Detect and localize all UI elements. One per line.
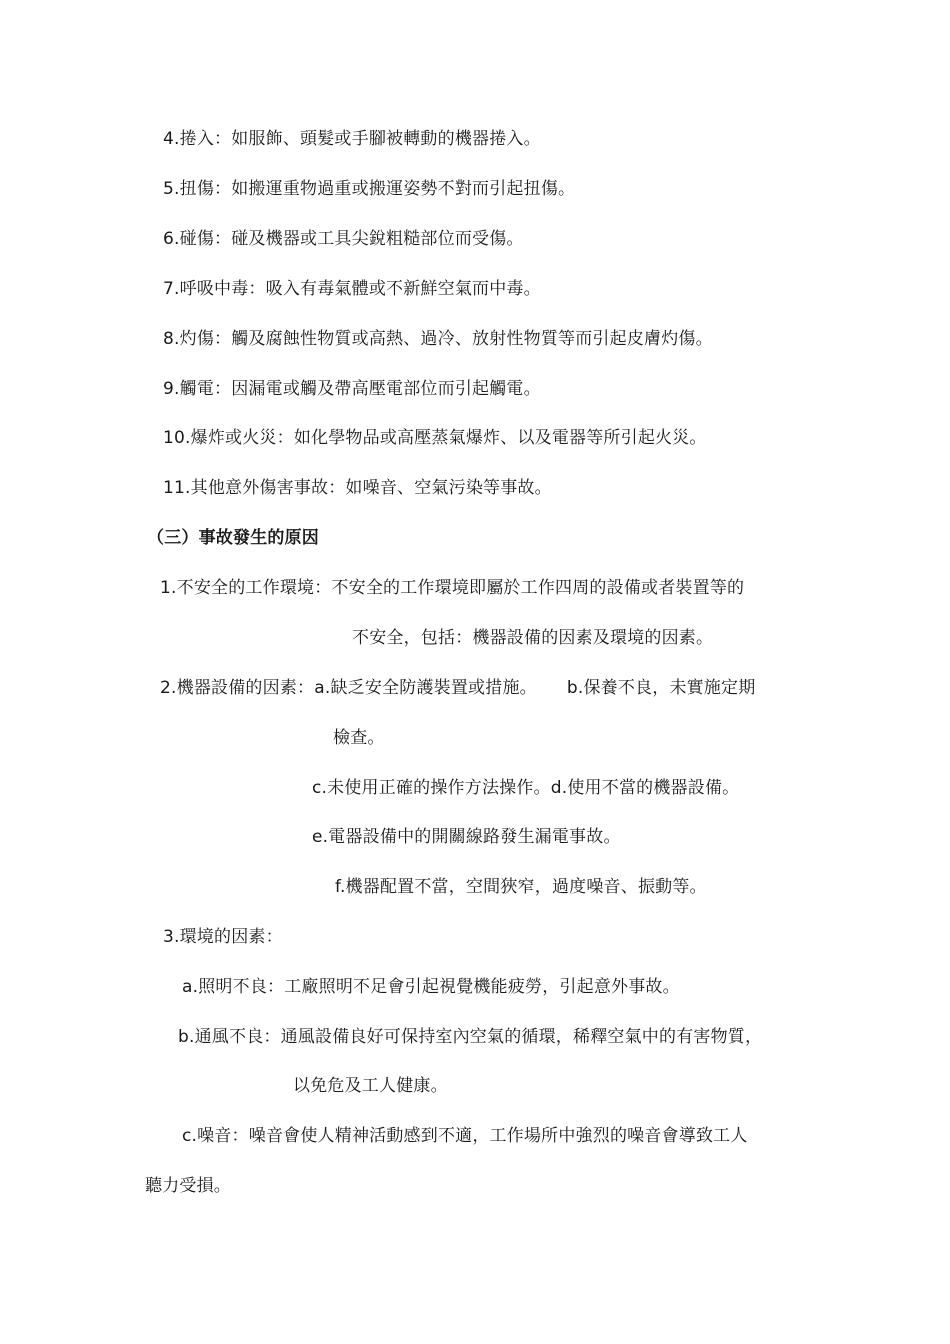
list-item-burn: 8.灼傷：觸及腐蝕性物質或高熱、過冷、放射性物質等而引起皮膚灼傷。 xyxy=(163,329,713,349)
cause-environment-factors: 3.環境的因素： xyxy=(163,927,283,947)
list-item-sprain: 5.扭傷：如搬運重物過重或搬運姿勢不對而引起扭傷。 xyxy=(163,179,576,199)
machine-factor-b-continued: 檢查。 xyxy=(333,728,385,748)
list-item-poisoning: 7.呼吸中毒：吸入有毒氣體或不新鮮空氣而中毒。 xyxy=(163,279,541,299)
list-item-electric-shock: 9.觸電：因漏電或觸及帶高壓電部位而引起觸電。 xyxy=(163,379,541,399)
machine-factor-c-d: c.未使用正確的操作方法操作。d.使用不當的機器設備。 xyxy=(312,778,740,798)
machine-factor-f: f.機器配置不當，空間狹窄，過度噪音、振動等。 xyxy=(335,877,707,897)
environment-factor-lighting: a.照明不良：工廠照明不足會引起視覺機能疲勞，引起意外事故。 xyxy=(182,977,680,997)
cause-machine-factors xyxy=(160,677,755,699)
list-item-other-accidents: 11.其他意外傷害事故：如噪音、空氣污染等事故。 xyxy=(163,478,552,498)
cause-unsafe-environment-continued: 不安全，包括：機器設備的因素及環境的因素。 xyxy=(352,628,714,648)
machine-factor-b: b.保養不良，未實施定期 xyxy=(566,678,756,698)
machine-factor-e: e.電器設備中的開關線路發生漏電事故。 xyxy=(312,827,621,847)
cause-unsafe-environment: 1.不安全的工作環境：不安全的工作環境即屬於工作四周的設備或者裝置等的 xyxy=(160,578,745,598)
environment-factor-noise-continued: 聽力受損。 xyxy=(145,1176,231,1196)
section-heading: （三）事故發生的原因 xyxy=(147,528,319,548)
environment-factor-noise: c.噪音：噪音會使人精神活動感到不適，工作場所中強烈的噪音會導致工人 xyxy=(182,1126,748,1146)
list-item-entanglement: 4.捲入：如服飾、頭髮或手腳被轉動的機器捲入。 xyxy=(163,129,541,149)
machine-factor-a: 2.機器設備的因素：a.缺乏安全防護裝置或措施。 xyxy=(160,678,537,698)
environment-factor-ventilation: b.通風不良：通風設備良好可保持室內空氣的循環，稀釋空氣中的有害物質， xyxy=(178,1027,763,1047)
list-item-bruise: 6.碰傷：碰及機器或工具尖銳粗糙部位而受傷。 xyxy=(163,229,524,249)
list-item-explosion-fire: 10.爆炸或火災：如化學物品或高壓蒸氣爆炸、以及電器等所引起火災。 xyxy=(163,428,707,448)
environment-factor-ventilation-continued: 以免危及工人健康。 xyxy=(293,1076,448,1096)
